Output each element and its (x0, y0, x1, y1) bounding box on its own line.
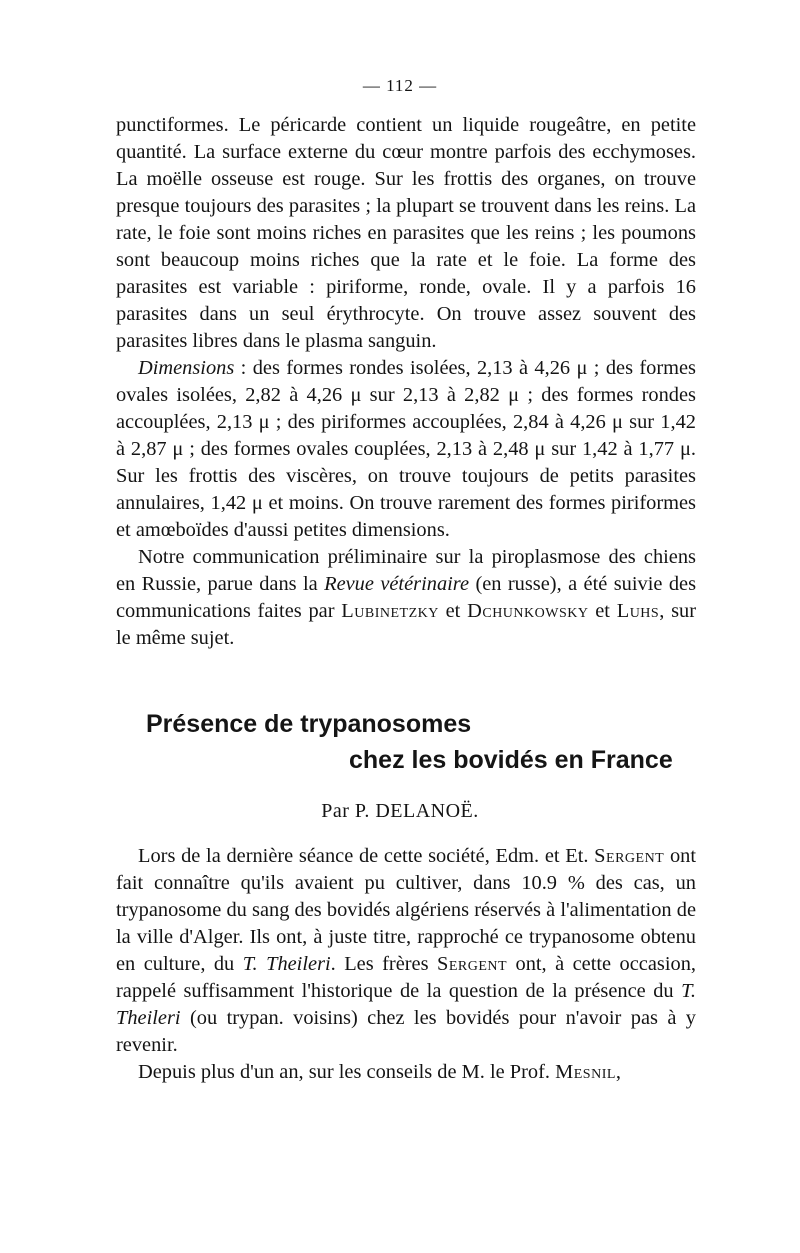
article-byline: Par P. DELANOË. (321, 800, 479, 822)
communication-text-b: (en russe), a été suivie des communications faites par (116, 573, 697, 622)
author-sergent-2: Sergent (436, 953, 508, 975)
sergent-text-d: ont, à cette occasion, rappelé suffisamment l'historique de la question de la présence du (116, 953, 696, 1002)
page-number: — 112 — (362, 76, 438, 95)
sergent-text-e: (ou trypan. voisins) chez les bovidés pour n'avoir pas à y revenir. (116, 1007, 696, 1056)
species-theileri-1: T. Theileri (242, 953, 331, 975)
dimensions-label: Dimensions (138, 357, 235, 379)
communication-text-e: , sur le même sujet. (116, 600, 696, 649)
article-body (116, 843, 696, 1086)
article-title-line-1: Présence de trypanosomes (146, 710, 472, 738)
author-luhs: Luhs (616, 600, 660, 622)
sergent-text-a: Lors de la dernière séance de cette société, Edm. et Et. (138, 845, 595, 867)
journal-title: Revue vétérinaire (324, 573, 470, 595)
author-sergent-1: Sergent (594, 845, 665, 867)
sergent-text-c: . Les frères (330, 953, 437, 975)
communication-text-d: et (588, 600, 617, 622)
article-title-line-2: chez les bovidés en France (349, 746, 673, 774)
paragraph-findings: punctiformes. Le péricarde contient un liquide rougeâtre, en petite quantité. La surface externe du cœur montre parfois des ecchymoses. La moëlle osseuse est rouge. Sur les frottis des organes, on trouve presque toujours des parasites ; la plupart se trouvent dans les reins. La rate, le foie sont moins riches en parasites que les reins ; les poumons sont beaucoup moins riches que la rate et le foie. La forme des parasites est variable : piriforme, ronde, ovale. Il y a parfois 16 parasites dans un seul érythrocyte. On trouve assez souvent des parasites libres dans le plasma sanguin. (116, 114, 696, 352)
author-mesnil: Mesnil (555, 1061, 616, 1083)
paragraph-sergent (116, 843, 696, 1059)
continued-text-section (116, 112, 696, 652)
paragraph-dimensions (116, 355, 696, 544)
paragraph-mesnil (116, 1059, 696, 1086)
paragraph-communication (116, 544, 696, 652)
mesnil-text-a: Depuis plus d'un an, sur les conseils de M. le Prof. (138, 1061, 556, 1083)
mesnil-text-b: , (615, 1061, 622, 1083)
sergent-text-b: ont fait connaître qu'ils avaient pu cultiver, dans 10.9 % des cas, un trypanosome du sang des bovidés algériens réservés à l'alimentation de la ville d'Alger. Ils ont, à juste titre, rapproché ce trypanosome obtenu en culture, du (116, 845, 696, 975)
communication-text-a: Notre communication préliminaire sur la piroplasmose des chiens en Russie, parue dans la (116, 546, 696, 595)
communication-text-c: et (438, 600, 468, 622)
author-lubinetzky: Lubinetzky (341, 600, 439, 622)
author-dchunkowsky: Dchunkowsky (467, 600, 589, 622)
species-theileri-2: T. Theileri (116, 980, 696, 1029)
dimensions-text: : des formes rondes isolées, 2,13 à 4,26 μ ; des formes ovales isolées, 2,82 à 4,26 μ sur 2,13 à 2,82 μ ; des formes rondes accouplées, 2,13 μ ; des piriformes accouplées, 2,84 à 4,26 μ sur 1,42 à 2,87 μ ; des formes ovales couplées, 2,13 à 2,48 μ sur 1,42 à 1,77 μ. Sur les frottis des viscères, on trouve toujours de petits parasites annulaires, 1,42 μ et moins. On trouve rarement des formes piriformes et amœboïdes d'aussi petites dimensions. (116, 357, 696, 541)
